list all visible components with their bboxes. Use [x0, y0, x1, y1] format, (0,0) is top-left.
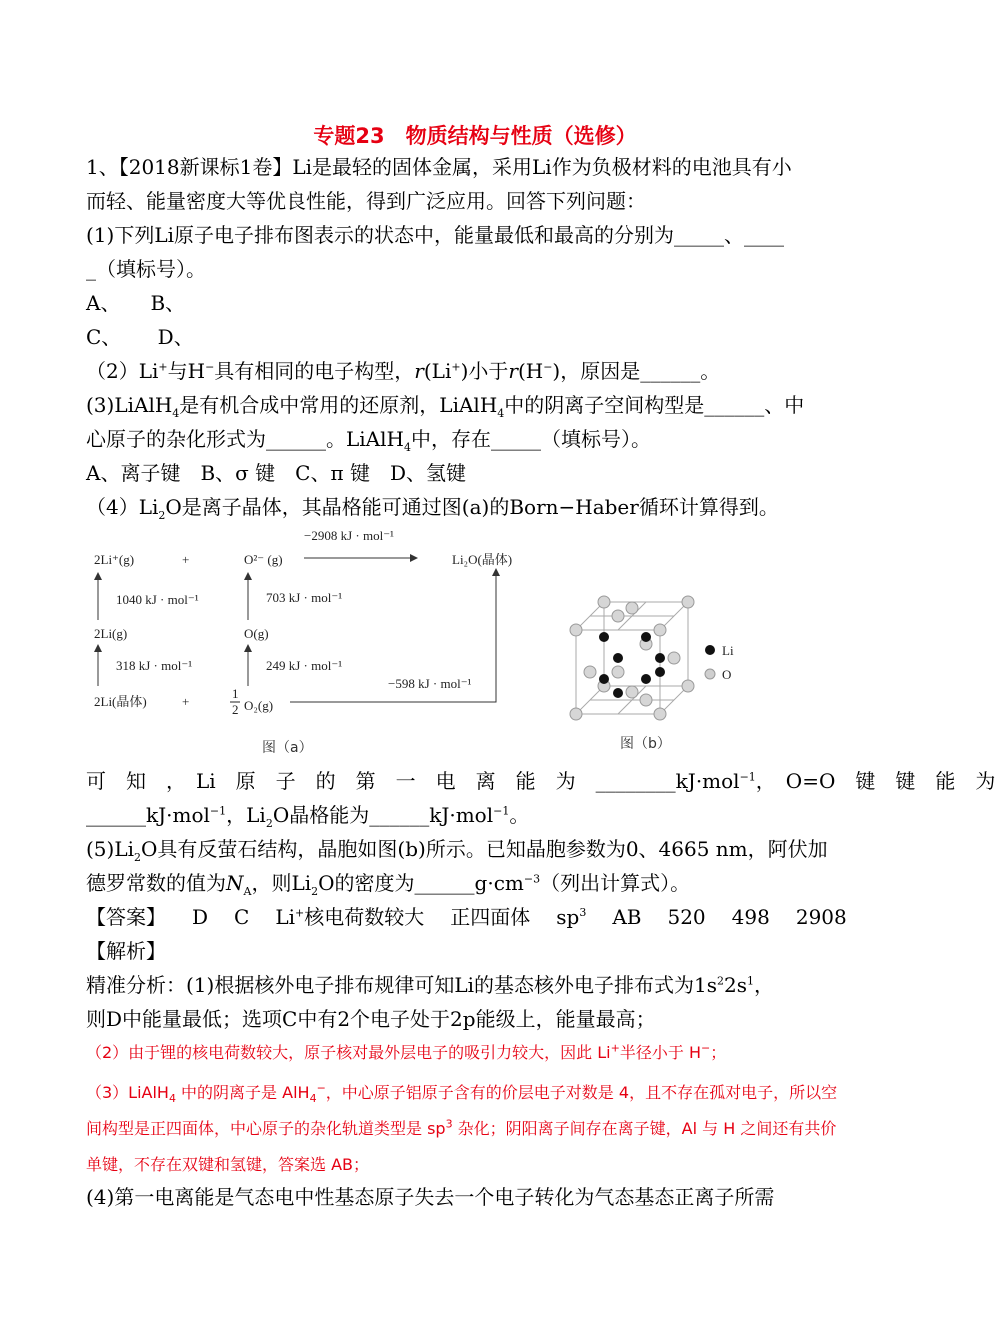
legend-o-label: O [722, 667, 732, 682]
subscript: 4 [309, 1092, 317, 1106]
answer-item-7: 520 [667, 905, 706, 929]
diagram-label-o-gas: O(g) [244, 626, 269, 641]
text-run: （2）Li [86, 359, 159, 383]
lithium-atom [641, 674, 651, 684]
lithium-atom [599, 632, 609, 642]
question-part-3-line-1 [86, 390, 876, 420]
text-run: 中的阴离子是 AlH [175, 1083, 310, 1102]
text-run: ，中心原子铝原子含有的价层电子对数是 4，且不存在孤对电子，所以空 [325, 1083, 838, 1102]
diagram-label-2li-solid: 2Li(晶体) [94, 694, 147, 709]
diagram-label-2li-ion: 2Li⁺(g) [94, 552, 135, 567]
subscript: 4 [172, 407, 180, 420]
text-run: 与H [167, 359, 206, 383]
text-run: sp [556, 905, 580, 929]
crystal-cell-diagram [560, 580, 750, 760]
analysis-line-2: 则D中能量最低；选项C中有2个电子处于2p能级上，能量最高； [86, 1007, 656, 1031]
subscript: 2 [134, 851, 142, 864]
text-run: O具有反萤石结构，晶胞如图(b)所示。已知晶胞参数为0、4665 nm，阿伏加 [141, 837, 828, 861]
superscript: − [316, 1081, 326, 1095]
diagram-plus-bottom: + [182, 694, 190, 709]
diagram-half-denominator: 2 [232, 702, 239, 717]
superscript: + [451, 360, 461, 374]
superscript: 3 [579, 906, 587, 920]
arrow-sublimation-head [94, 644, 102, 652]
diagram-energy-ionization: 1040 kJ · mol⁻¹ [116, 592, 199, 607]
question-part-4 [86, 492, 876, 522]
superscript: 3 [445, 1117, 453, 1131]
diagram-label-2li-gas: 2Li(g) [94, 626, 128, 641]
page-title: 专题23 物质结构与性质（选修） [313, 124, 637, 148]
oxygen-atom [682, 596, 694, 608]
text-run: 半径小于 H [619, 1043, 701, 1062]
lithium-atom [599, 674, 609, 684]
oxygen-atom [654, 624, 666, 636]
question-part-3-options: A、离子键 B、σ 键 C、π 键 D、氢键 [86, 461, 466, 485]
arrow-bond-dissociation-head [244, 644, 252, 652]
question-part-3-line-2 [86, 424, 876, 454]
born-haber-cycle-diagram [86, 524, 516, 764]
text-run: 可 知 ， Li 原 子 的 第 一 电 离 能 为 ________kJ·mol [86, 769, 740, 793]
superscript: 2 [717, 974, 724, 988]
oxygen-atom [570, 708, 582, 720]
text-run: （4）Li [86, 495, 159, 519]
text-run: （3）LiAlH [86, 1083, 169, 1102]
superscript: − [700, 1041, 711, 1055]
text-run: 具有相同的电子构型， [214, 359, 415, 383]
text-run: (5)Li [86, 837, 135, 861]
oxygen-atom [668, 652, 680, 664]
superscript: −3 [523, 872, 541, 886]
text-run: )小于 [460, 359, 509, 383]
oxygen-atom [612, 666, 624, 678]
oxygen-atom [612, 610, 624, 622]
question-part-5-line-2 [86, 868, 876, 898]
subscript: 4 [403, 441, 411, 454]
answer-item-4: 正四面体 [450, 905, 531, 929]
diagram-energy-sublimation: 318 kJ · mol⁻¹ [116, 658, 193, 673]
radius-symbol: r [508, 359, 518, 383]
question-line-2: 而轻、能量密度大等优良性能，得到广泛应用。回答下列问题： [86, 189, 646, 213]
oxygen-atom [640, 694, 652, 706]
arrow-lattice-head [410, 554, 418, 562]
text-run: )，原因是______。 [552, 359, 721, 383]
text-run: 。 [509, 803, 530, 827]
oxygen-atom [654, 708, 666, 720]
diagram-half-numerator: 1 [232, 686, 239, 701]
text-run: (H [517, 359, 544, 383]
diagram-label-product: Li₂O(晶体) [452, 552, 513, 567]
text-run: （2）由于锂的核电荷数较大，原子核对最外层电子的吸引力较大，因此 Li [86, 1043, 611, 1062]
avogadro-symbol: N [226, 871, 244, 895]
arrow-formation-head [492, 568, 500, 576]
question-line-4: _（填标号）。 [86, 257, 206, 281]
question-part-2 [86, 356, 876, 386]
analysis-red-line-4: 单键，不存在双键和氢键，答案选 AB； [86, 1155, 370, 1174]
superscript: − [205, 360, 215, 374]
analysis-red-line-1 [86, 1038, 876, 1068]
text-run: (Li [423, 359, 452, 383]
text-run: 中，存在_____（填标号）。 [410, 427, 651, 451]
superscript: −1 [739, 770, 756, 784]
answer-label: 【答案】 [86, 905, 166, 929]
text-run: 精准分析：(1)根据核外电子排布规律可知Li的基态核外电子排布式为1s [86, 973, 717, 997]
lithium-atom [613, 653, 623, 663]
superscript: −1 [209, 804, 227, 818]
answer-line [86, 902, 876, 932]
text-run: 心原子的杂化形式为______。LiAlH [86, 427, 404, 451]
text-run: O晶格能为______kJ·mol [272, 803, 494, 827]
text-run: 杂化；阴阳离子间存在离子键，Al 与 H 之间还有共价 [452, 1119, 837, 1138]
figure-b-caption: 图（b） [620, 736, 671, 752]
text-run: （列出计算式）。 [540, 871, 691, 895]
legend-o-marker [705, 669, 715, 679]
oxygen-atom [626, 686, 638, 698]
oxygen-atom [570, 624, 582, 636]
lithium-atom [613, 688, 623, 698]
legend-li-marker [705, 645, 715, 655]
diagram-label-o2-ion: O²⁻ (g) [244, 552, 283, 567]
lithium-atom [641, 632, 651, 642]
subscript: 2 [265, 817, 273, 830]
diagram-energy-lattice: −2908 kJ · mol⁻¹ [304, 528, 394, 543]
text-run: ； [710, 1043, 727, 1062]
legend-li-label: Li [722, 643, 734, 658]
oxygen-atom [682, 680, 694, 692]
analysis-line-4: (4)第一电离能是气态电中性基态原子失去一个电子转化为气态基态正离子所需 [86, 1185, 775, 1209]
figure-a-caption: 图（a） [262, 740, 313, 756]
text-run: ， O=O 键 键 能 为 [755, 769, 995, 793]
superscript: − [543, 360, 553, 374]
answer-item-2: C [234, 905, 250, 929]
oxygen-atom [598, 596, 610, 608]
superscript: + [610, 1041, 620, 1055]
text-run: O是离子晶体，其晶格能可通过图(a)的Born−Haber循环计算得到。 [165, 495, 779, 519]
diagram-energy-formation: −598 kJ · mol⁻¹ [388, 676, 472, 691]
text-run: ，则Li [251, 871, 312, 895]
radius-symbol: r [414, 359, 424, 383]
answer-blank-line-2 [86, 800, 876, 830]
superscript: −1 [493, 804, 510, 818]
text-run: ______kJ·mol [86, 803, 210, 827]
answer-item-9: 2908 [795, 905, 847, 929]
analysis-line-1 [86, 970, 876, 1000]
question-part-5-line-1 [86, 834, 876, 864]
answer-item-1: D [192, 905, 209, 929]
oxygen-atom [626, 602, 638, 614]
arrow-electron-affinity-head [244, 572, 252, 580]
option-line-cd: C、 D、 [86, 325, 194, 349]
diagram-label-o2-gas: O₂(g) [244, 698, 274, 713]
superscript: + [295, 906, 305, 920]
subscript: 2 [158, 509, 166, 522]
answer-item-6: AB [612, 905, 642, 929]
subscript: 2 [311, 885, 319, 898]
analysis-red-line-2 [86, 1078, 876, 1108]
option-line-ab: A、 B、 [86, 291, 186, 315]
answer-blank-line-1 [86, 766, 995, 796]
text-run: 2s [724, 973, 747, 997]
superscript: + [158, 360, 168, 374]
text-run: ，Li [226, 803, 266, 827]
analysis-label: 【解析】 [86, 939, 166, 963]
diagram-plus-top: + [182, 552, 190, 567]
text-run: 间构型是正四面体，中心原子的杂化轨道类型是 sp [86, 1119, 446, 1138]
arrow-ionization-head [94, 572, 102, 580]
diagram-energy-electron-affinity: 703 kJ · mol⁻¹ [266, 590, 343, 605]
text-run: 德罗常数的值为 [86, 871, 226, 895]
subscript: 4 [168, 1092, 176, 1106]
oxygen-atom [584, 666, 596, 678]
text-run: 是有机合成中常用的还原剂，LiAlH [179, 393, 498, 417]
lithium-atom [655, 653, 665, 663]
question-line-1: 1、【2018新课标1卷】Li是最轻的固体金属，采用Li作为负极材料的电池具有小 [86, 155, 792, 179]
text-run: ， [754, 973, 774, 997]
text-run: (3)LiAlH [86, 393, 173, 417]
question-line-3: (1)下列Li原子电子排布图表示的状态中，能量最低和最高的分别为_____、____ [86, 223, 785, 247]
answer-item-3: 核电荷数较大 [304, 905, 425, 929]
text-run: O的密度为______g·cm [318, 871, 524, 895]
text-run: Li [275, 905, 296, 929]
analysis-red-line-3 [86, 1114, 876, 1144]
subscript: 4 [497, 407, 505, 420]
diagram-energy-bond-dissociation: 249 kJ · mol⁻¹ [266, 658, 343, 673]
subscript: A [243, 885, 252, 898]
text-run: 中的阴离子空间构型是______、中 [504, 393, 805, 417]
answer-item-8: 498 [731, 905, 770, 929]
superscript: 1 [747, 974, 754, 988]
lithium-atom [655, 667, 665, 677]
